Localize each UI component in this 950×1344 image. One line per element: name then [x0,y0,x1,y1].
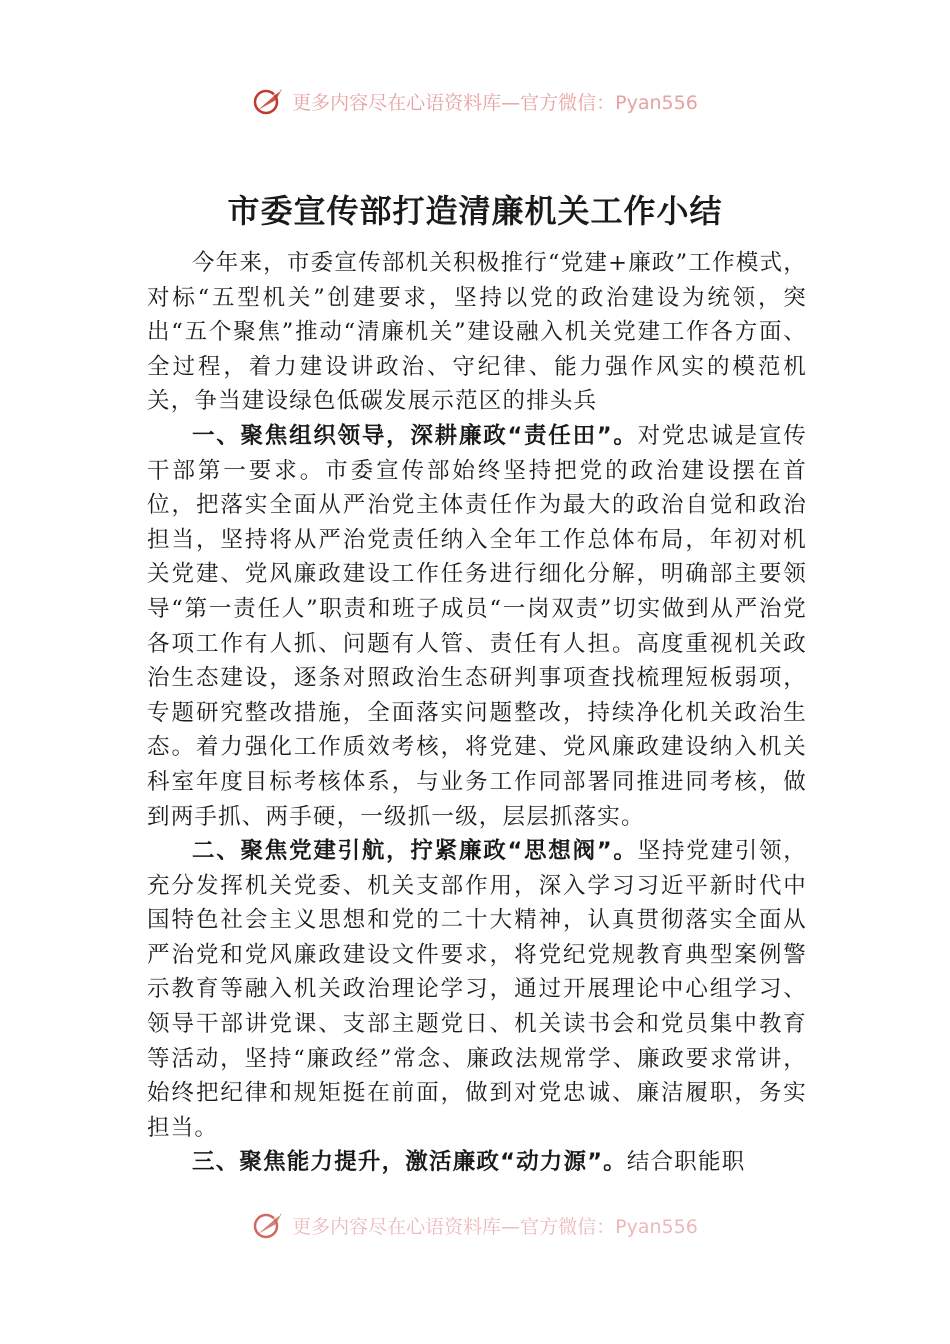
section-2-paragraph [147,834,807,1145]
section-2-heading: 二、聚焦党建引航，拧紧廉政“思想阀”。 [192,838,638,865]
feather-pen-logo-icon [252,86,286,116]
section-3-body: 结合职能职 [626,1149,746,1176]
watermark-text-footer: 更多内容尽在心语资料库—官方微信：Pyan556 [292,1215,698,1238]
section-3-heading: 三、聚焦能力提升，激活廉政“动力源”。 [192,1149,627,1176]
section-2-body: 坚持党建引领，充分发挥机关党委、机关支部作用，深入学习习近平新时代中国特色社会主义思想和党的二十大精神，认真贯彻落实全面从严治党和党风廉政建设文件要求，将党纪党规教育典型案例警示教育等融入机关政治理论学习，通过开展理论中心组学习、领导干部讲党课、支部主题党日、机关读书会和党员集中教育等活动，坚持“廉政经”常念、廉政法规常学、廉政要求常讲，始终把纪律和规矩挺在前面，做到对党忠诚、廉洁履职，务实担当。 [147,838,807,1141]
watermark-text: 更多内容尽在心语资料库—官方微信：Pyan556 [292,91,698,114]
intro-paragraph: 今年来，市委宣传部机关积极推行“党建+廉政”工作模式，对标“五型机关”创建要求，坚持以党的政治建设为统领，突出“五个聚焦”推动“清廉机关”建设融入机关党建工作各方面、全过程，着力建设讲政治、守纪律、能力强作风实的模范机关，争当建设绿色低碳发展示范区的排头兵 [147,250,807,415]
page-title: 市委宣传部打造清廉机关工作小结 [227,192,723,230]
section-3-paragraph [147,1145,807,1180]
document-body [147,246,807,1180]
feather-pen-logo-icon [252,1210,286,1240]
section-1-heading: 一、聚焦组织领导，深耕廉政“责任田”。 [192,422,638,449]
section-1-paragraph [147,419,807,834]
watermark-footer [0,1210,950,1240]
watermark-header [0,86,950,116]
section-1-body: 对党忠诚是宣传干部第一要求。市委宣传部始终坚持把党的政治建设摆在首位，把落实全面从严治党主体责任作为最大的政治自觉和政治担当，坚持将从严治党责任纳入全年工作总体布局，年初对机关党建、党风廉政建设工作任务进行细化分解，明确部主要领导“第一责任人”职责和班子成员“一岗双责”切实做到从严治党各项工作有人抓、问题有人管、责任有人担。高度重视机关政治生态建设，逐条对照政治生态研判事项查找梳理短板弱项，专题研究整改措施，全面落实问题整改，持续净化机关政治生态。着力强化工作质效考核，将党建、党风廉政建设纳入机关科室年度目标考核体系，与业务工作同部署同推进同考核，做到两手抓、两手硬，一级抓一级，层层抓落实。 [147,422,807,830]
